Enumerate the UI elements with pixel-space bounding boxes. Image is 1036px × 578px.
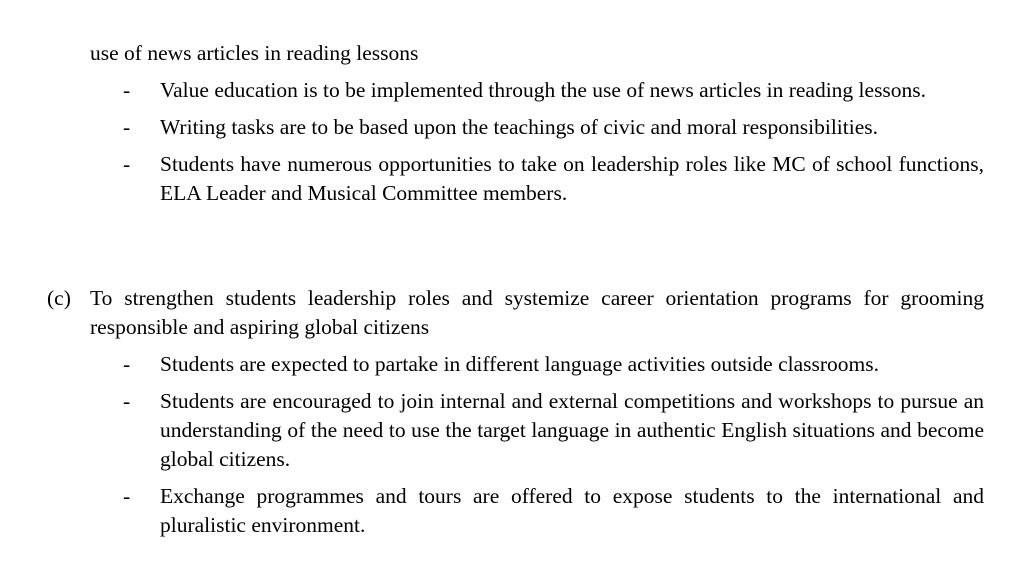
bullet-dash: - (123, 78, 131, 102)
list-item-text: Exchange programmes and tours are offered to expose students to the international and pluralistic environment. (160, 484, 984, 537)
list-item (0, 350, 1036, 379)
list-item (0, 76, 1036, 105)
list-item-text: Writing tasks are to be based upon the teachings of civic and moral responsibilities. (160, 115, 879, 139)
list-item-text: Students are encouraged to join internal and external competitions and workshops to pursue an understanding of the need to use the target language in authentic English situations and become global citizens. (160, 389, 984, 471)
bullet-list-b (0, 76, 1036, 216)
section-c (0, 284, 1036, 537)
bullet-dash: - (123, 152, 131, 176)
list-item (0, 113, 1036, 142)
bullet-dash: - (123, 484, 131, 508)
intro-line: use of news articles in reading lessons (90, 41, 419, 65)
bullet-dash: - (123, 389, 131, 413)
section-heading: To strengthen students leadership roles and systemize career orientation programs for grooming responsible and aspiring global citizens (90, 286, 984, 339)
section-label: (c) (47, 286, 71, 310)
bullet-list-c (0, 350, 1036, 548)
list-item (0, 150, 1036, 208)
list-item-text: Value education is to be implemented through the use of news articles in reading lessons. (160, 78, 927, 102)
bullet-dash: - (123, 352, 131, 376)
list-item-text: Students are expected to partake in different language activities outside classrooms. (160, 352, 880, 376)
bullet-dash: - (123, 115, 131, 139)
list-item (0, 387, 1036, 474)
list-item-text: Students have numerous opportunities to take on leadership roles like MC of school functions, ELA Leader and Musical Committee members. (160, 152, 984, 205)
list-item (0, 482, 1036, 540)
